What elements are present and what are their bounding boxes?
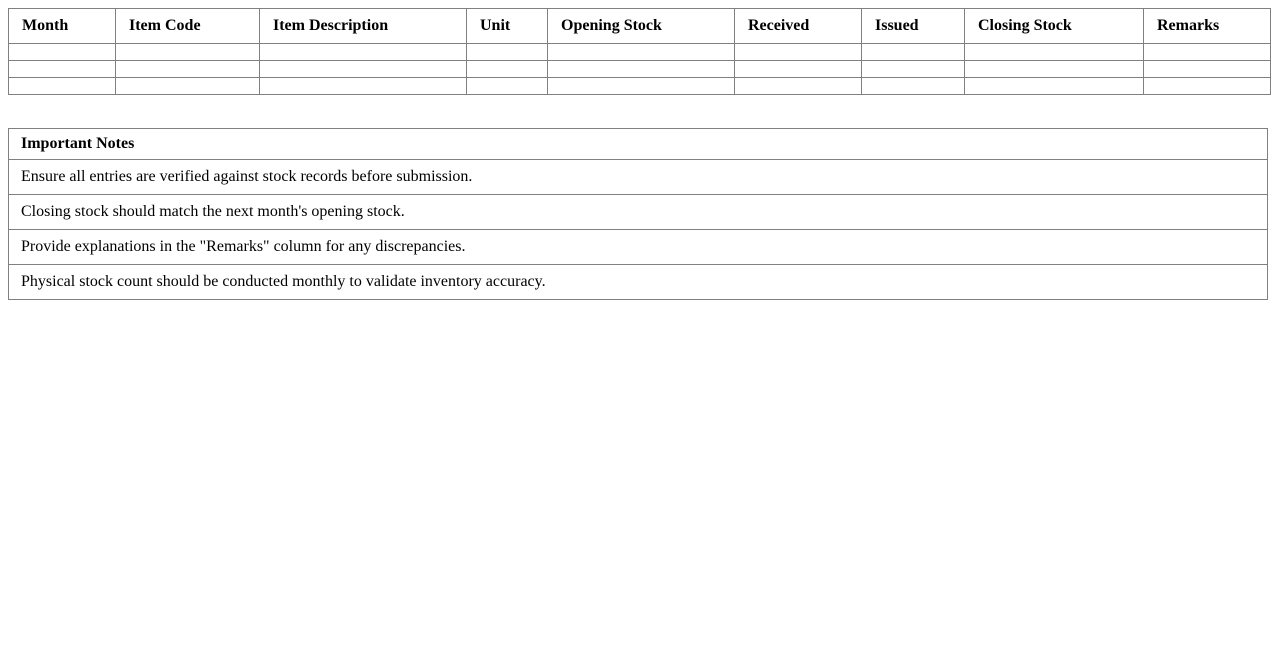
inventory-table	[8, 8, 1271, 95]
empty-cell	[548, 78, 735, 95]
empty-cell	[116, 61, 260, 78]
column-header-received: Received	[735, 9, 862, 44]
empty-cell	[862, 44, 965, 61]
note-item: Closing stock should match the next month's opening stock.	[9, 195, 1268, 230]
note-item: Provide explanations in the "Remarks" column for any discrepancies.	[9, 230, 1268, 265]
notes-table-body	[9, 129, 1268, 300]
table-row	[9, 44, 1271, 61]
empty-cell	[965, 78, 1144, 95]
note-item: Physical stock count should be conducted monthly to validate inventory accuracy.	[9, 265, 1268, 300]
column-header-issued: Issued	[862, 9, 965, 44]
empty-cell	[735, 61, 862, 78]
column-header-remarks: Remarks	[1144, 9, 1271, 44]
notes-title-row	[9, 129, 1268, 160]
page	[8, 8, 1270, 300]
note-item: Ensure all entries are verified against stock records before submission.	[9, 160, 1268, 195]
column-header-month: Month	[9, 9, 116, 44]
empty-cell	[9, 78, 116, 95]
table-row	[9, 78, 1271, 95]
empty-cell	[116, 78, 260, 95]
empty-cell	[116, 44, 260, 61]
notes-title: Important Notes	[9, 129, 1268, 160]
empty-cell	[9, 61, 116, 78]
empty-cell	[862, 78, 965, 95]
inventory-table-header	[9, 9, 1271, 44]
note-row	[9, 160, 1268, 195]
empty-cell	[260, 44, 467, 61]
column-header-item-description: Item Description	[260, 9, 467, 44]
column-header-closing-stock: Closing Stock	[965, 9, 1144, 44]
empty-cell	[1144, 61, 1271, 78]
empty-cell	[965, 44, 1144, 61]
column-header-opening-stock: Opening Stock	[548, 9, 735, 44]
empty-cell	[735, 78, 862, 95]
column-header-item-code: Item Code	[116, 9, 260, 44]
column-header-unit: Unit	[467, 9, 548, 44]
note-row	[9, 230, 1268, 265]
empty-cell	[1144, 78, 1271, 95]
empty-cell	[965, 61, 1144, 78]
empty-cell	[260, 78, 467, 95]
empty-cell	[467, 61, 548, 78]
empty-cell	[862, 61, 965, 78]
table-row	[9, 61, 1271, 78]
inventory-table-body	[9, 44, 1271, 95]
empty-cell	[467, 78, 548, 95]
empty-cell	[9, 44, 116, 61]
header-row	[9, 9, 1271, 44]
notes-table	[8, 128, 1268, 300]
empty-cell	[548, 61, 735, 78]
empty-cell	[467, 44, 548, 61]
empty-cell	[548, 44, 735, 61]
empty-cell	[735, 44, 862, 61]
empty-cell	[1144, 44, 1271, 61]
empty-cell	[260, 61, 467, 78]
note-row	[9, 195, 1268, 230]
note-row	[9, 265, 1268, 300]
